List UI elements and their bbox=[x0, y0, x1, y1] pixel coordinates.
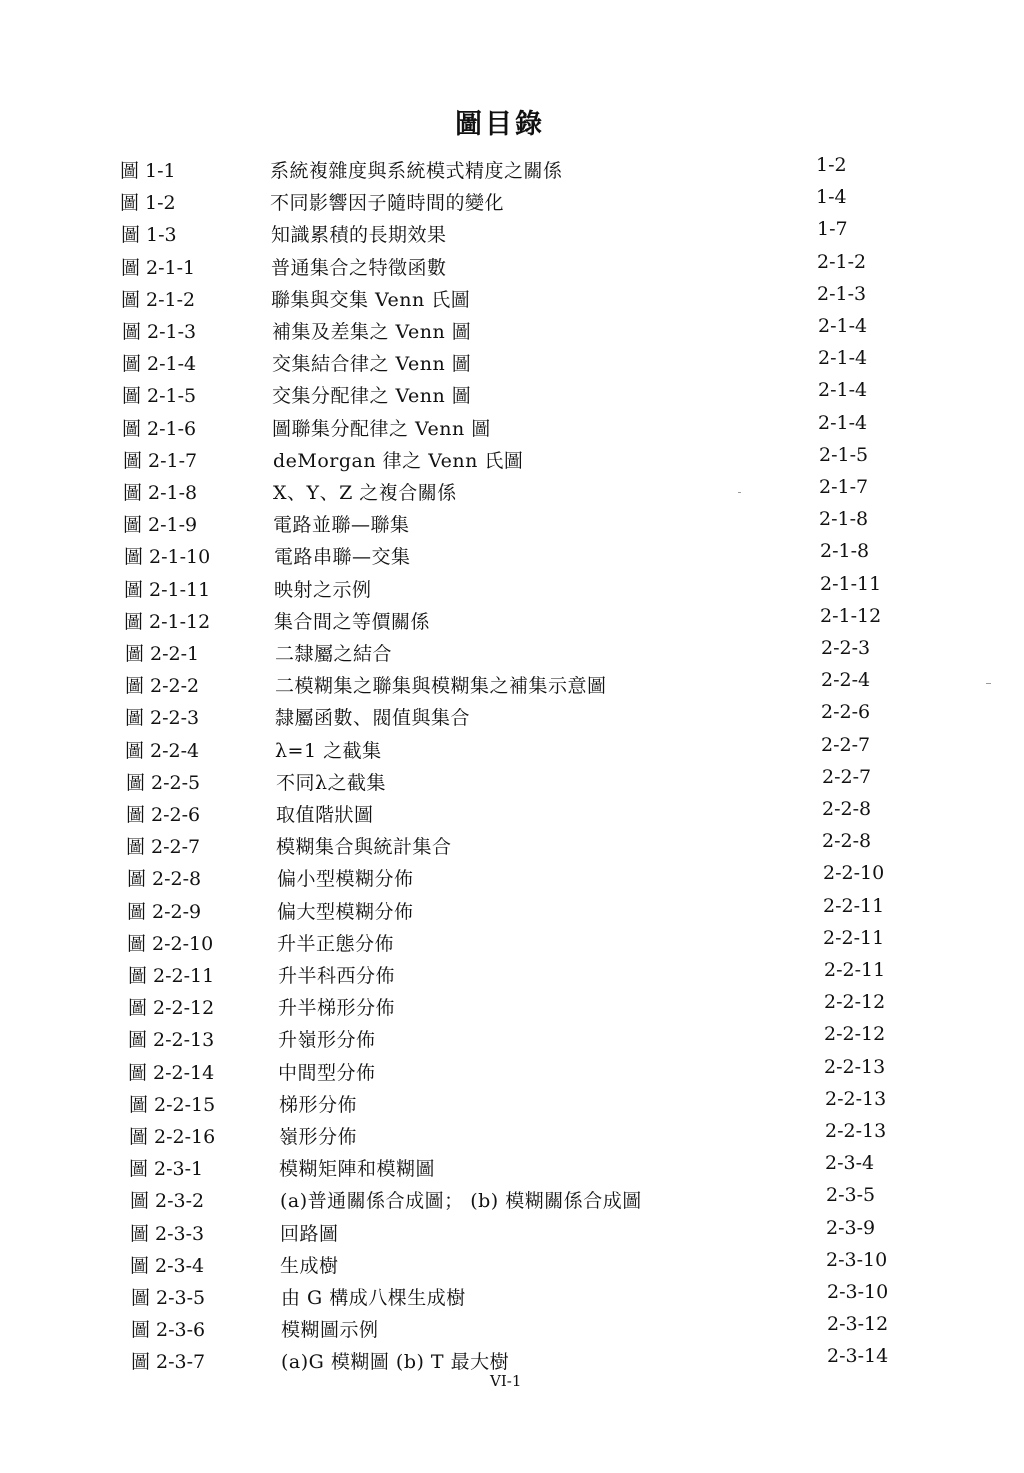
figure-number: 圖 2-3-7 bbox=[131, 1351, 206, 1373]
figure-entry bbox=[122, 348, 900, 380]
figure-entry bbox=[121, 219, 900, 251]
figure-caption: 隸屬函數、閥值與集合 bbox=[275, 707, 471, 729]
figure-entry bbox=[124, 574, 900, 606]
figure-caption: 升半正態分佈 bbox=[277, 933, 395, 955]
figure-entry bbox=[128, 1024, 900, 1056]
figure-page: 2-2-7 bbox=[822, 766, 872, 788]
figure-number: 圖 2-3-3 bbox=[130, 1223, 205, 1245]
figure-entry bbox=[126, 799, 900, 831]
figure-caption: X、Y、Z 之複合關係 bbox=[273, 482, 457, 504]
figure-page: 2-1-8 bbox=[819, 508, 869, 530]
figure-caption: 系統複雜度與系統模式精度之關係 bbox=[270, 160, 563, 182]
page-number: VI-1 bbox=[490, 1372, 522, 1390]
figure-page: 2-3-5 bbox=[826, 1184, 876, 1206]
figure-page: 2-3-10 bbox=[827, 1281, 889, 1303]
figure-caption: 模糊圖示例 bbox=[281, 1319, 379, 1341]
figure-page: 1-4 bbox=[816, 186, 847, 208]
figure-entry bbox=[120, 187, 900, 219]
figure-page: 1-2 bbox=[816, 154, 847, 176]
figure-number: 圖 2-1-5 bbox=[122, 385, 197, 407]
figure-entry bbox=[124, 606, 900, 638]
figure-number: 圖 2-3-4 bbox=[130, 1255, 205, 1277]
figure-caption: (a)G 模糊圖 (b) T 最大樹 bbox=[281, 1351, 510, 1373]
figure-page: 2-2-10 bbox=[823, 862, 885, 884]
figure-page: 2-3-10 bbox=[826, 1249, 888, 1271]
figure-caption: 二模糊集之聯集與模糊集之補集示意圖 bbox=[275, 675, 607, 697]
figure-caption: 不同λ之截集 bbox=[276, 772, 387, 794]
figure-number: 圖 2-1-12 bbox=[124, 611, 211, 633]
figure-page: 2-2-13 bbox=[825, 1088, 887, 1110]
page-title: 圖目錄 bbox=[455, 109, 545, 140]
figure-caption: 生成樹 bbox=[280, 1255, 339, 1277]
figure-entry bbox=[129, 1153, 900, 1185]
figure-caption: 圖聯集分配律之 Venn 圖 bbox=[272, 418, 491, 440]
figure-caption: 補集及差集之 Venn 圖 bbox=[272, 321, 472, 343]
figure-caption: λ=1 之截集 bbox=[275, 740, 382, 762]
figure-entry bbox=[121, 284, 900, 316]
figure-entry bbox=[121, 252, 900, 284]
figure-number: 圖 2-1-11 bbox=[124, 579, 211, 601]
figure-page: 2-1-4 bbox=[818, 412, 868, 434]
figure-number: 圖 2-2-10 bbox=[127, 933, 214, 955]
figure-caption: 回路圖 bbox=[280, 1223, 339, 1245]
figure-entry bbox=[125, 702, 900, 734]
figure-number: 圖 2-1-2 bbox=[121, 289, 196, 311]
figure-caption: 取值階狀圖 bbox=[276, 804, 374, 826]
figure-number: 圖 2-2-7 bbox=[126, 836, 201, 858]
figure-number: 圖 2-2-16 bbox=[129, 1126, 216, 1148]
figure-page: 2-1-5 bbox=[819, 444, 869, 466]
figure-page: 2-2-11 bbox=[823, 927, 885, 949]
figure-entry bbox=[120, 155, 900, 187]
figure-page: 2-3-14 bbox=[827, 1345, 889, 1367]
figure-entry bbox=[126, 767, 900, 799]
figure-page: 2-1-3 bbox=[817, 283, 867, 305]
figure-number: 圖 1-1 bbox=[120, 160, 176, 182]
figure-entry bbox=[125, 638, 900, 670]
figure-caption: 梯形分佈 bbox=[279, 1094, 358, 1116]
figure-number: 圖 2-1-4 bbox=[122, 353, 197, 375]
figure-entry bbox=[122, 413, 900, 445]
figure-number: 圖 2-2-11 bbox=[128, 965, 215, 987]
figure-number: 圖 1-3 bbox=[121, 224, 177, 246]
figure-number: 圖 2-3-2 bbox=[130, 1190, 205, 1212]
figure-number: 圖 2-1-10 bbox=[124, 546, 211, 568]
figure-page: 2-2-12 bbox=[824, 991, 886, 1013]
figure-caption: deMorgan 律之 Venn 氏圖 bbox=[273, 450, 524, 472]
figure-number: 圖 2-1-7 bbox=[123, 450, 198, 472]
figure-number: 圖 2-2-3 bbox=[125, 707, 200, 729]
figure-page: 2-1-11 bbox=[820, 573, 882, 595]
figure-page: 2-3-9 bbox=[826, 1217, 876, 1239]
figure-page: 2-2-12 bbox=[824, 1023, 886, 1045]
figure-page: 2-2-11 bbox=[824, 959, 886, 981]
figure-number: 圖 2-2-4 bbox=[125, 740, 200, 762]
figure-number: 圖 2-1-1 bbox=[121, 257, 196, 279]
figure-entry bbox=[131, 1314, 900, 1346]
figure-number: 圖 2-2-1 bbox=[125, 643, 200, 665]
figure-page: 2-2-3 bbox=[821, 637, 871, 659]
figure-number: 圖 2-1-9 bbox=[123, 514, 198, 536]
figure-caption: 模糊集合與統計集合 bbox=[276, 836, 452, 858]
figure-entry bbox=[123, 477, 900, 509]
figure-page: 2-1-7 bbox=[819, 476, 869, 498]
figure-entry bbox=[128, 992, 900, 1024]
figure-page: 2-2-4 bbox=[821, 669, 871, 691]
figure-caption: 由 G 構成八棵生成樹 bbox=[281, 1287, 466, 1309]
figure-entry bbox=[122, 380, 900, 412]
figure-entry bbox=[131, 1282, 900, 1314]
figure-page: 2-1-4 bbox=[818, 347, 868, 369]
figure-page: 1-7 bbox=[817, 218, 848, 240]
figure-caption: 聯集與交集 Venn 氏圖 bbox=[271, 289, 471, 311]
figure-caption: 二隸屬之結合 bbox=[275, 643, 393, 665]
figure-number: 圖 2-2-14 bbox=[128, 1062, 215, 1084]
figure-number: 圖 2-3-6 bbox=[131, 1319, 206, 1341]
figure-page: 2-2-13 bbox=[824, 1056, 886, 1078]
figure-number: 圖 2-2-15 bbox=[129, 1094, 216, 1116]
figure-entry bbox=[128, 960, 900, 992]
figure-entry bbox=[123, 509, 900, 541]
figure-number: 圖 2-3-5 bbox=[131, 1287, 206, 1309]
scan-mark bbox=[986, 683, 991, 684]
figure-entry bbox=[127, 863, 900, 895]
figure-page: 2-1-12 bbox=[820, 605, 882, 627]
figure-number: 圖 2-2-6 bbox=[126, 804, 201, 826]
figure-entry bbox=[126, 831, 900, 863]
figure-page: 2-2-13 bbox=[825, 1120, 887, 1142]
figure-page: 2-1-4 bbox=[818, 315, 868, 337]
figure-page: 2-2-8 bbox=[822, 830, 872, 852]
figure-entry bbox=[124, 541, 900, 573]
figure-entry bbox=[129, 1121, 900, 1153]
figure-caption: 偏大型模糊分佈 bbox=[277, 901, 414, 923]
figure-caption: 映射之示例 bbox=[274, 579, 372, 601]
figure-caption: 交集結合律之 Venn 圖 bbox=[272, 353, 472, 375]
figure-page: 2-1-2 bbox=[817, 251, 867, 273]
figure-caption: 模糊矩陣和模糊圖 bbox=[279, 1158, 436, 1180]
figure-number: 圖 1-2 bbox=[120, 192, 176, 214]
figure-entry bbox=[128, 1057, 900, 1089]
figure-number: 圖 2-2-2 bbox=[125, 675, 200, 697]
figure-number: 圖 2-2-8 bbox=[127, 868, 202, 890]
figure-entry bbox=[129, 1089, 900, 1121]
figure-caption: 電路串聯—交集 bbox=[274, 546, 411, 568]
figure-entry bbox=[130, 1185, 900, 1217]
figure-page: 2-2-11 bbox=[823, 895, 885, 917]
figure-caption: 偏小型模糊分佈 bbox=[277, 868, 414, 890]
figure-caption: 電路並聯—聯集 bbox=[273, 514, 410, 536]
figure-entry bbox=[123, 445, 900, 477]
figure-caption: 集合間之等價關係 bbox=[274, 611, 431, 633]
figure-page: 2-2-7 bbox=[821, 734, 871, 756]
figure-entry bbox=[127, 928, 900, 960]
figure-page: 2-2-8 bbox=[822, 798, 872, 820]
figure-caption: 升半科西分佈 bbox=[278, 965, 396, 987]
figure-caption: 普通集合之特徵函數 bbox=[271, 257, 447, 279]
figure-number: 圖 2-1-6 bbox=[122, 418, 197, 440]
figure-caption: 嶺形分佈 bbox=[279, 1126, 358, 1148]
scan-mark bbox=[738, 492, 741, 493]
figure-number: 圖 2-2-9 bbox=[127, 901, 202, 923]
figure-entry bbox=[130, 1250, 900, 1282]
figure-number: 圖 2-2-12 bbox=[128, 997, 215, 1019]
figure-caption: 中間型分佈 bbox=[278, 1062, 376, 1084]
figure-caption: (a)普通關係合成圖； (b) 模糊關係合成圖 bbox=[280, 1190, 642, 1212]
figure-entry bbox=[125, 735, 900, 767]
figure-number: 圖 2-2-5 bbox=[126, 772, 201, 794]
figure-number: 圖 2-1-8 bbox=[123, 482, 198, 504]
figure-entry bbox=[125, 670, 900, 702]
figure-caption: 知識累積的長期效果 bbox=[271, 224, 447, 246]
figure-caption: 升嶺形分佈 bbox=[278, 1029, 376, 1051]
figure-entry bbox=[122, 316, 900, 348]
figure-number: 圖 2-3-1 bbox=[129, 1158, 204, 1180]
figure-number: 圖 2-2-13 bbox=[128, 1029, 215, 1051]
figure-number: 圖 2-1-3 bbox=[122, 321, 197, 343]
figure-page: 2-3-12 bbox=[827, 1313, 889, 1335]
figure-entry bbox=[127, 896, 900, 928]
figure-caption: 升半梯形分佈 bbox=[278, 997, 396, 1019]
figure-entry bbox=[130, 1218, 900, 1250]
figure-page: 2-2-6 bbox=[821, 701, 871, 723]
figure-page: 2-1-8 bbox=[820, 540, 870, 562]
figure-page: 2-1-4 bbox=[818, 379, 868, 401]
figure-caption: 交集分配律之 Venn 圖 bbox=[272, 385, 472, 407]
figure-caption: 不同影響因子隨時間的變化 bbox=[270, 192, 505, 214]
figure-page: 2-3-4 bbox=[825, 1152, 875, 1174]
